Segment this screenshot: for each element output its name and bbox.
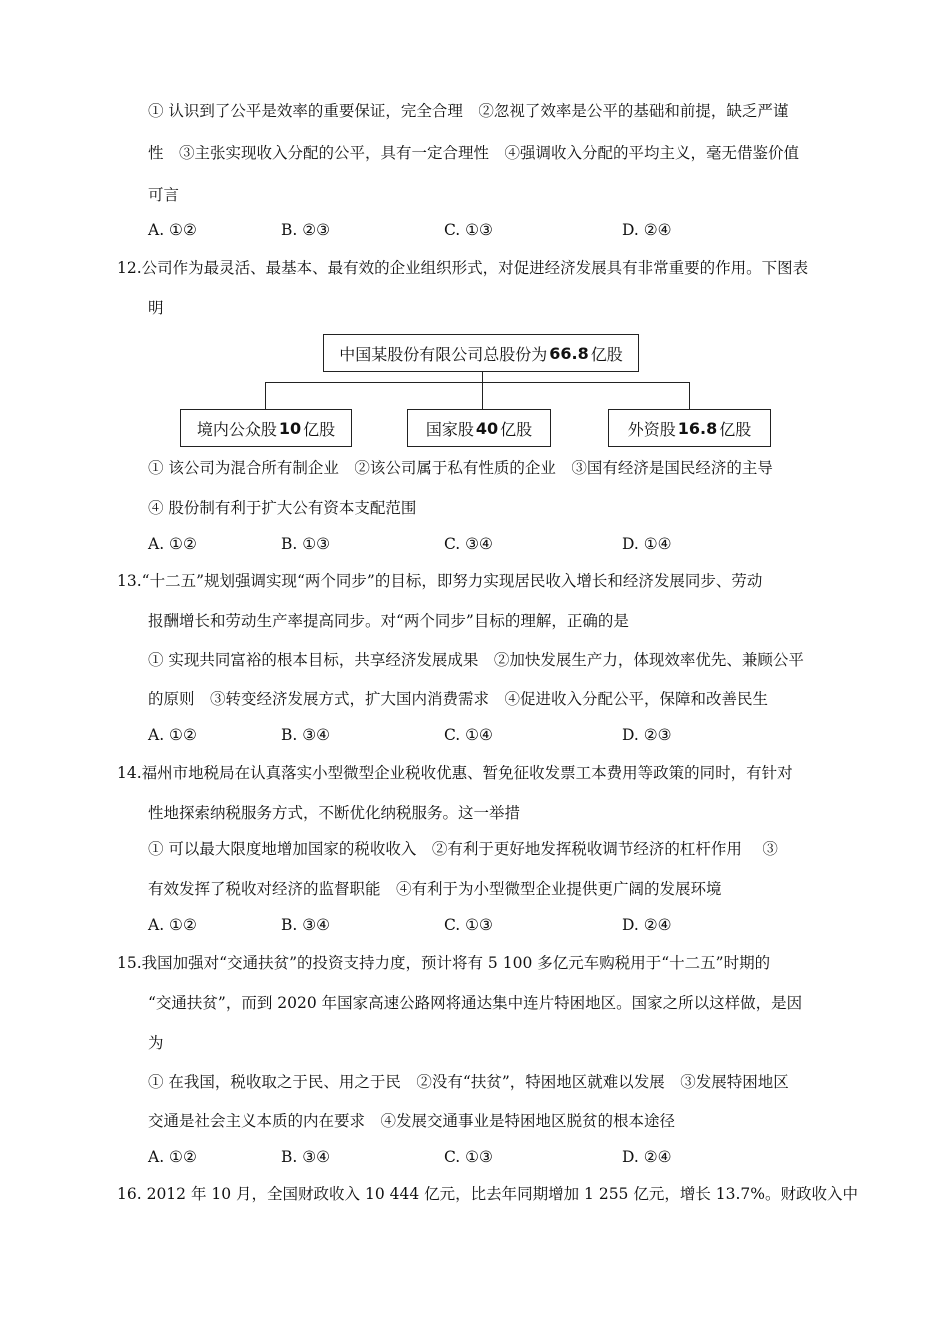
total-shares-value: 66.8 <box>549 343 589 363</box>
q12-statement-line: ④ 股份制有利于扩大公有资本支配范围 <box>148 499 417 517</box>
q12-question: 明 <box>148 299 164 317</box>
q11-options <box>148 220 748 240</box>
option-c[interactable]: C. ①③ <box>444 1148 493 1166</box>
q14-question: 14.福州市地税局在认真落实小型微型企业税收优惠、暂免征收发票工本费用等政策的同时，有针对 <box>117 764 793 782</box>
option-b[interactable]: B. ③④ <box>281 1148 331 1166</box>
state-shares-box <box>407 409 551 447</box>
option-d[interactable]: D. ②③ <box>622 726 672 744</box>
q15-options <box>148 1147 748 1167</box>
q13-statement-line: ① 实现共同富裕的根本目标，共享经济发展成果 ②加快发展生产力，体现效率优先、兼顾公平 <box>148 651 804 669</box>
foreign-shares-unit: 亿股 <box>719 419 752 439</box>
q15-question: “交通扶贫”，而到 2020 年国家高速公路网将通达集中连片特困地区。国家之所以这样做，是因 <box>148 994 803 1012</box>
domestic-shares-label: 境内公众股 <box>196 419 277 439</box>
foreign-shares-value: 16.8 <box>677 418 718 438</box>
connector-line <box>482 372 483 382</box>
option-b[interactable]: B. ③④ <box>281 916 331 934</box>
q13-question: 报酬增长和劳动生产率提高同步。对“两个同步”目标的理解，正确的是 <box>148 612 629 630</box>
domestic-shares-value: 10 <box>278 418 302 438</box>
q13-statement-line: 的原则 ③转变经济发展方式，扩大国内消费需求 ④促进收入分配公平，保障和改善民生 <box>148 690 769 708</box>
foreign-shares-box <box>608 409 771 447</box>
option-c[interactable]: C. ③④ <box>444 535 493 553</box>
state-shares-value: 40 <box>475 418 499 438</box>
option-b[interactable]: B. ③④ <box>281 726 331 744</box>
shareholding-diagram <box>178 334 778 450</box>
connector-line <box>482 382 483 409</box>
q15-question: 为 <box>148 1034 164 1052</box>
q16-question: 16. 2012 年 10 月，全国财政收入 10 444 亿元，比去年同期增加 1 255 亿元，增长 13.7%。财政收入中 <box>117 1185 859 1203</box>
q14-question: 性地探索纳税服务方式，不断优化纳税服务。这一举措 <box>148 804 521 822</box>
option-c[interactable]: C. ①③ <box>444 916 493 934</box>
q11-statement-line: ① 认识到了公平是效率的重要保证，完全合理 ②忽视了效率是公平的基础和前提，缺乏严谨 <box>148 102 789 120</box>
state-shares-unit: 亿股 <box>500 419 533 439</box>
q15-statement-line: ① 在我国，税收取之于民、用之于民 ②没有“扶贫”，特困地区就难以发展 ③发展特困地区 <box>148 1073 789 1091</box>
q12-options <box>148 534 748 554</box>
total-shares-unit: 亿股 <box>590 344 623 364</box>
option-d[interactable]: D. ②④ <box>622 916 672 934</box>
connector-line <box>265 382 266 409</box>
option-a[interactable]: A. ①② <box>148 221 197 239</box>
q14-statement-line: ① 可以最大限度地增加国家的税收收入 ②有利于更好地发挥税收调节经济的杠杆作用 ③ <box>148 840 778 858</box>
q11-statement-line: 性 ③主张实现收入分配的公平，具有一定合理性 ④强调收入分配的平均主义，毫无借鉴价值 <box>148 144 800 162</box>
q14-options <box>148 915 748 935</box>
domestic-shares-unit: 亿股 <box>303 419 336 439</box>
option-a[interactable]: A. ①② <box>148 916 197 934</box>
option-a[interactable]: A. ①② <box>148 1148 197 1166</box>
q12-question: 12.公司作为最灵活、最基本、最有效的企业组织形式，对促进经济发展具有非常重要的作用。下图表 <box>117 259 809 277</box>
q13-options <box>148 725 748 745</box>
foreign-shares-label: 外资股 <box>627 419 676 439</box>
q11-statement-line: 可言 <box>148 186 180 204</box>
option-b[interactable]: B. ②③ <box>281 221 331 239</box>
option-b[interactable]: B. ①③ <box>281 535 331 553</box>
q12-statement-line: ① 该公司为混合所有制企业 ②该公司属于私有性质的企业 ③国有经济是国民经济的主导 <box>148 459 773 477</box>
option-c[interactable]: C. ①④ <box>444 726 493 744</box>
q15-question: 15.我国加强对“交通扶贫”的投资支持力度，预计将有 5 100 多亿元车购税用于“十二五”时期的 <box>117 954 771 972</box>
total-shares-label: 中国某股份有限公司总股份为 <box>339 344 548 364</box>
option-d[interactable]: D. ②④ <box>622 1148 672 1166</box>
connector-line <box>265 382 690 383</box>
domestic-public-shares-box <box>180 409 352 447</box>
option-d[interactable]: D. ②④ <box>622 221 672 239</box>
state-shares-label: 国家股 <box>425 419 474 439</box>
connector-line <box>689 382 690 409</box>
q14-statement-line: 有效发挥了税收对经济的监督职能 ④有利于为小型微型企业提供更广阔的发展环境 <box>148 880 722 898</box>
option-d[interactable]: D. ①④ <box>622 535 672 553</box>
total-shares-box <box>323 334 639 372</box>
q13-question: 13.“十二五”规划强调实现“两个同步”的目标，即努力实现居民收入增长和经济发展同步、劳动 <box>117 572 763 590</box>
q15-statement-line: 交通是社会主义本质的内在要求 ④发展交通事业是特困地区脱贫的根本途径 <box>148 1112 676 1130</box>
option-a[interactable]: A. ①② <box>148 726 197 744</box>
option-a[interactable]: A. ①② <box>148 535 197 553</box>
option-c[interactable]: C. ①③ <box>444 221 493 239</box>
